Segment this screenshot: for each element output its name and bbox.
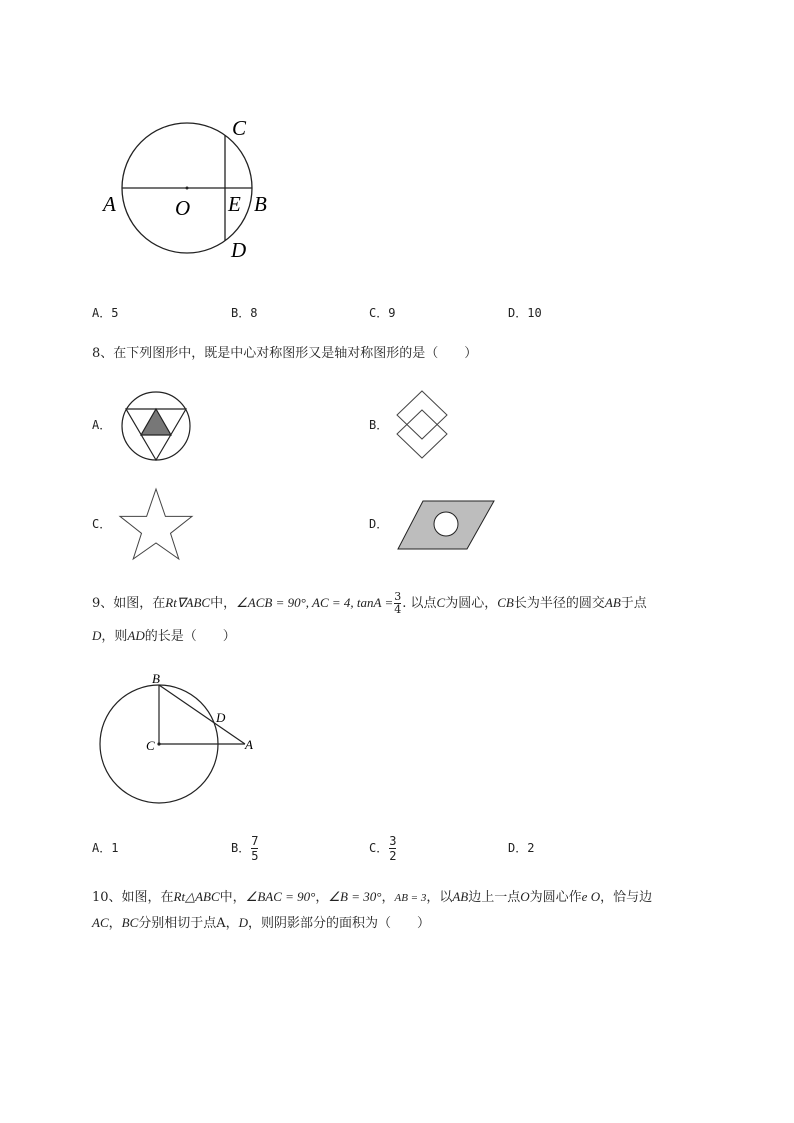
q10-math-triangle: Rt△ABC — [173, 889, 220, 904]
q10-text-10: 分别相切于点A， — [138, 916, 239, 931]
q10-math-point-d: D — [238, 915, 249, 930]
q7-option-c[interactable]: C．9 — [369, 306, 396, 320]
q10-math-angle-bac: ∠BAC = 90° — [245, 889, 316, 904]
q9-option-b-num: 7 — [251, 834, 259, 848]
q10-text-7: 为圆心作 — [529, 890, 582, 905]
q9-option-c-den: 2 — [389, 849, 397, 863]
q9-text-3: . 以点 — [402, 596, 437, 611]
q10-math-ab-length: AB = 3 — [394, 892, 427, 904]
q7-option-a[interactable]: A．5 — [92, 306, 119, 320]
q9-option-c-num: 3 — [389, 834, 397, 848]
q10-stem-line1 — [92, 887, 652, 908]
q9-text-7: ，则 — [101, 629, 128, 644]
q7-label-c: C — [232, 116, 247, 140]
q9-math-cb: CB — [497, 595, 514, 610]
q10-stem-line2 — [92, 913, 430, 934]
q7-label-o: O — [175, 196, 191, 220]
q9-text-4: 为圆心， — [445, 596, 498, 611]
q7-label-e: E — [228, 192, 241, 216]
q10-math-circle-o: e O — [581, 889, 601, 904]
q8-option-d-label[interactable]: D． — [369, 517, 389, 531]
q9-text-5: 长为半径的圆交 — [513, 596, 605, 611]
q10-text-8: ，恰与边 — [600, 890, 653, 905]
q9-circle-triangle-figure — [95, 668, 265, 808]
q9-option-b-den: 5 — [251, 849, 259, 863]
q7-option-d[interactable]: D．10 — [508, 306, 542, 320]
q9-text-8: 的长是（ ） — [144, 629, 236, 644]
q8-option-c-label[interactable]: C． — [92, 517, 112, 531]
q9-fraction-tan — [394, 591, 401, 616]
q7-circle-figure — [90, 110, 290, 270]
q8-stem: 8、在下列图形中，既是中心对称图形又是轴对称图形的是（ ） — [92, 346, 478, 361]
q9-option-b[interactable] — [231, 830, 259, 866]
q9-side-ba — [159, 685, 245, 744]
q9-text-1: 9、如图，在 — [92, 596, 166, 611]
q9-math-ab: AB — [604, 595, 621, 610]
q9-option-c-label: C． — [369, 841, 389, 855]
q8-option-a-label[interactable]: A． — [92, 418, 112, 432]
q9-stem-line2 — [92, 626, 236, 647]
q8-figure-b-diamonds[interactable] — [393, 388, 451, 464]
q8-option-b-label[interactable]: B． — [369, 418, 389, 432]
q9-label-b: B — [152, 671, 160, 686]
q10-math-ac: AC — [92, 915, 109, 930]
q10-text-3: ， — [315, 890, 329, 905]
q9-center-dot — [157, 742, 160, 745]
q10-text-11: ，则阴影部分的面积为（ ） — [248, 916, 431, 931]
q9-option-c[interactable] — [369, 830, 397, 866]
q9-option-c-fraction — [389, 834, 396, 863]
q10-math-ab: AB — [452, 889, 469, 904]
q9-fraction-num: 3 — [394, 590, 402, 603]
q9-math-conditions: ∠ACB = 90°, AC = 4, tanA = — [236, 595, 394, 610]
q8-figure-a-circle-triangles[interactable] — [118, 390, 194, 464]
q9-label-d: D — [216, 710, 226, 725]
q8-figure-c-star[interactable] — [116, 487, 198, 561]
q10-text-1: 10、如图，在 — [92, 890, 174, 905]
q9-math-point-d: D — [92, 628, 102, 643]
q10-text-2: 中， — [219, 890, 246, 905]
q9-option-b-fraction — [251, 834, 258, 863]
q8-figure-d-parallelogram[interactable] — [396, 498, 498, 552]
q7-label-d: D — [231, 238, 247, 262]
q7-option-b[interactable]: B．8 — [231, 306, 258, 320]
q9-fraction-den: 4 — [394, 603, 402, 616]
q9-stem-line1 — [92, 591, 647, 616]
q10-text-4: ， — [381, 890, 395, 905]
q7-label-b: B — [254, 192, 267, 216]
q9-label-a: A — [245, 737, 253, 752]
q9-math-ad: AD — [127, 628, 145, 643]
q9-option-d[interactable]: D．2 — [508, 841, 535, 855]
q9-math-triangle: Rt∇ABC — [165, 595, 211, 610]
q10-text-6: 边上一点 — [468, 890, 521, 905]
q10-math-angle-b: ∠B = 30° — [328, 889, 382, 904]
q10-math-point-o: O — [520, 889, 530, 904]
q9-text-2: 中， — [210, 596, 237, 611]
q10-text-5: ，以 — [426, 890, 453, 905]
q7-label-a: A — [103, 192, 116, 216]
q9-option-b-label: B． — [231, 841, 251, 855]
q9-label-c: C — [146, 738, 155, 753]
q9-math-point-c: C — [436, 595, 446, 610]
q9-text-6: 于点 — [620, 596, 647, 611]
q9-option-a[interactable]: A．1 — [92, 841, 119, 855]
q10-math-bc: BC — [121, 915, 139, 930]
q7-center-dot — [186, 187, 189, 190]
q10-text-9: ， — [108, 916, 122, 931]
